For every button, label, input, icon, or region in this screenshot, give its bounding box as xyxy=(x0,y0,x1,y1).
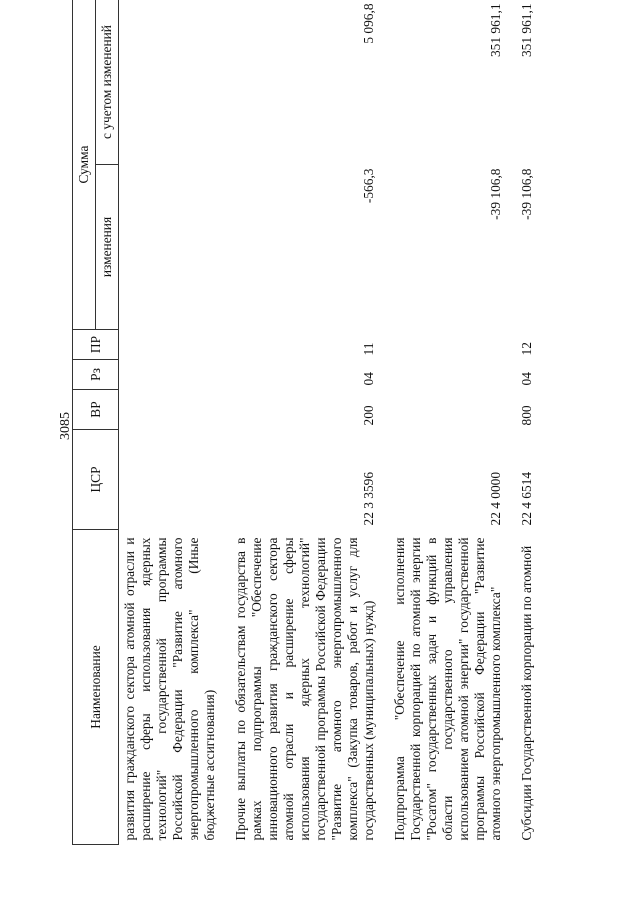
row-csr: 22 4 0000 xyxy=(488,471,503,526)
row-total: 5 096,8 xyxy=(361,3,376,44)
header-rz: Рз xyxy=(73,360,119,390)
header-name: Наименование xyxy=(73,530,119,845)
table-row xyxy=(507,0,538,845)
table-row xyxy=(119,0,222,845)
row-csr: 22 4 6514 xyxy=(519,471,534,526)
row-name: Подпрограмма "Обеспечение исполнения Государственной корпорацией по атомной энергии "Росатом" государственных задач и функций в области государственного управления использованием атомной энергии" государственной программы Российской Федерации "Развитие атомного энергопромышленного комплекса" xyxy=(392,537,503,841)
header-csr: ЦСР xyxy=(73,430,119,530)
row-total: 351 961,1 xyxy=(519,3,534,58)
row-pr xyxy=(119,330,222,360)
row-rz: 04 xyxy=(519,372,534,386)
row-rz xyxy=(119,360,222,390)
row-vr: 800 xyxy=(519,405,534,426)
row-csr xyxy=(119,430,222,530)
row-name: развития гражданского сектора атомной отрасли и расширение сферы использования ядерных технологий" государственной программы Российской Федерации "Развитие атомного энергопромышленного комплекса" (Иные бюджетные ассигнования) xyxy=(122,537,217,841)
row-pr: 11 xyxy=(361,342,376,356)
header-pr: ПР xyxy=(73,330,119,360)
budget-table xyxy=(72,0,538,845)
row-vr xyxy=(380,390,507,430)
table-row xyxy=(221,0,380,845)
row-rz: 04 xyxy=(361,372,376,386)
row-vr xyxy=(119,390,222,430)
row-change: -39 106,8 xyxy=(488,168,503,220)
header-sum: Сумма xyxy=(73,0,96,330)
row-change xyxy=(119,165,222,330)
row-total: 351 961,1 xyxy=(488,3,503,58)
header-row-top xyxy=(73,0,96,845)
budget-table-sheet xyxy=(72,0,577,845)
row-name: Прочие выплаты по обязательствам государства в рамках подпрограммы "Обеспечение инновационного развития гражданского сектора атомной отрасли и расширение сферы использования ядерных технологий" государственной программы Российской Федерации "Развитие атомного энергопромышленного комплекса" (Закупка товаров, работ и услуг для государственных (муниципальных) нужд) xyxy=(233,537,376,841)
row-rz xyxy=(380,360,507,390)
header-change: изменения xyxy=(96,165,119,330)
row-total xyxy=(119,0,222,165)
row-change: -39 106,8 xyxy=(519,168,534,220)
row-vr: 200 xyxy=(361,405,376,426)
header-with-change: с учетом изменений xyxy=(96,0,119,165)
row-pr: 12 xyxy=(519,342,534,356)
row-change: -566,3 xyxy=(361,168,376,204)
row-name: Субсидии Государственной корпорации по атомной xyxy=(519,545,534,841)
row-pr xyxy=(380,330,507,360)
page-number: 3085 xyxy=(58,412,73,440)
row-csr: 22 3 3596 xyxy=(361,471,376,526)
table-row xyxy=(380,0,507,845)
header-vr: ВР xyxy=(73,390,119,430)
